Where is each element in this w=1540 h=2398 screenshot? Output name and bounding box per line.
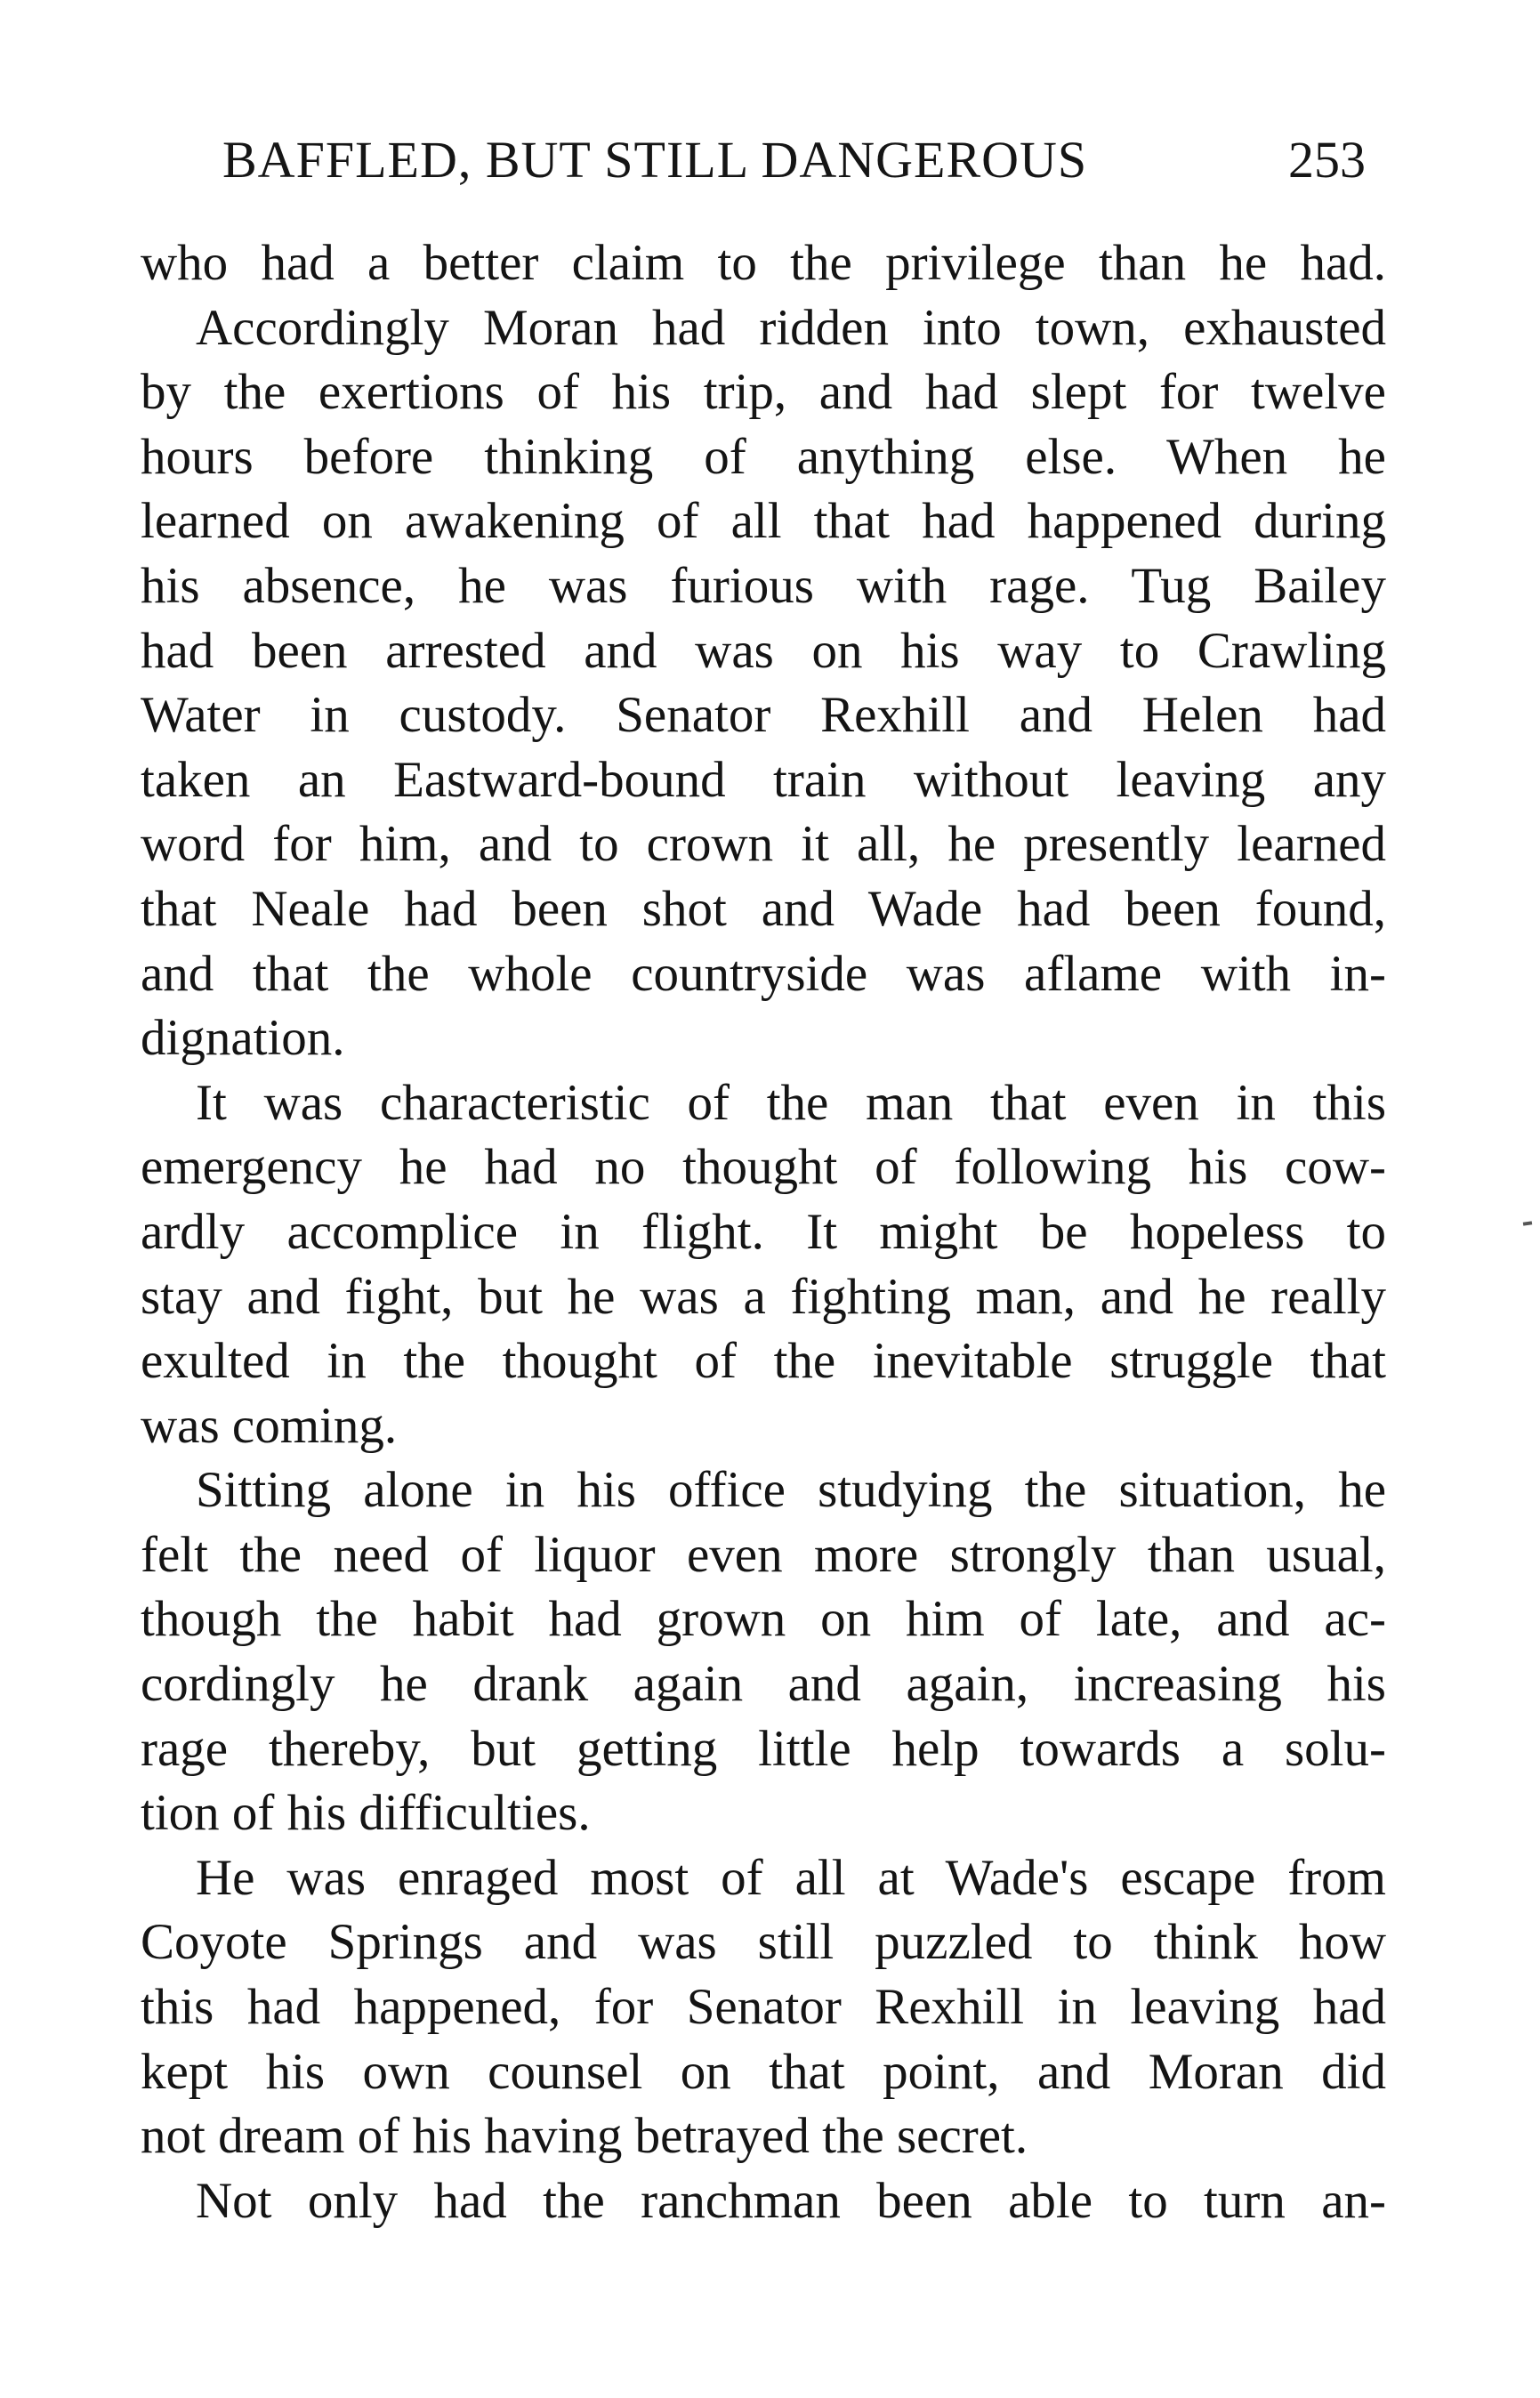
text-line: this had happened, for Senator Rexhill in leaving had [141, 1979, 1386, 2036]
page-number: 253 [1288, 131, 1366, 189]
text-line: word for him, and to crown it all, he presently learned [141, 816, 1386, 873]
text-line: Sitting alone in his office studying the situation, he [196, 1462, 1386, 1519]
text-line: had been arrested and was on his way to Crawling [141, 622, 1386, 679]
text-line: stay and fight, but he was a fighting man, and he really [141, 1268, 1386, 1325]
text-line: learned on awakening of all that had happened during [141, 493, 1386, 550]
text-line: ardly accomplice in flight. It might be hopeless to [141, 1203, 1386, 1260]
page-header [141, 125, 1386, 196]
text-line: kept his own counsel on that point, and Moran did [141, 2043, 1386, 2100]
text-line: Water in custody. Senator Rexhill and Helen had [141, 687, 1386, 744]
text-line: cordingly he drank again and again, increasing his [141, 1656, 1386, 1713]
running-title: BAFFLED, BUT STILL DANGEROUS [222, 131, 1088, 189]
text-line: that Neale had been shot and Wade had been found, [141, 880, 1386, 937]
text-line: not dream of his having betrayed the secret. [141, 2108, 1028, 2165]
text-line: tion of his difficulties. [141, 1785, 591, 1842]
text-line: felt the need of liquor even more strongly than usual, [141, 1526, 1386, 1583]
text-line: dignation. [141, 1010, 345, 1067]
text-line: Not only had the ranchman been able to turn an- [196, 2172, 1386, 2229]
text-line: exulted in the thought of the inevitable struggle that [141, 1333, 1386, 1390]
text-line: his absence, he was furious with rage. Tug Bailey [141, 557, 1386, 614]
body-text [141, 231, 1386, 2233]
text-line: who had a better claim to the privilege than he had. [141, 235, 1386, 291]
text-line: was coming. [141, 1397, 398, 1454]
text-line: hours before thinking of anything else. When he [141, 428, 1386, 485]
text-line: and that the whole countryside was aflame with in- [141, 945, 1386, 1002]
text-line: though the habit had grown on him of late, and ac- [141, 1591, 1386, 1648]
text-line: Coyote Springs and was still puzzled to think how [141, 1914, 1386, 1971]
text-line: by the exertions of his trip, and had slept for twelve [141, 364, 1386, 421]
text-line: rage thereby, but getting little help towards a solu- [141, 1720, 1386, 1777]
text-line: emergency he had no thought of following his cow- [141, 1139, 1386, 1196]
text-line: taken an Eastward-bound train without leaving any [141, 751, 1386, 808]
margin-mark [1523, 1221, 1532, 1225]
text-line: He was enraged most of all at Wade's escape from [196, 1849, 1386, 1906]
text-line: It was characteristic of the man that even in this [196, 1074, 1386, 1131]
text-line: Accordingly Moran had ridden into town, exhausted [196, 299, 1386, 356]
